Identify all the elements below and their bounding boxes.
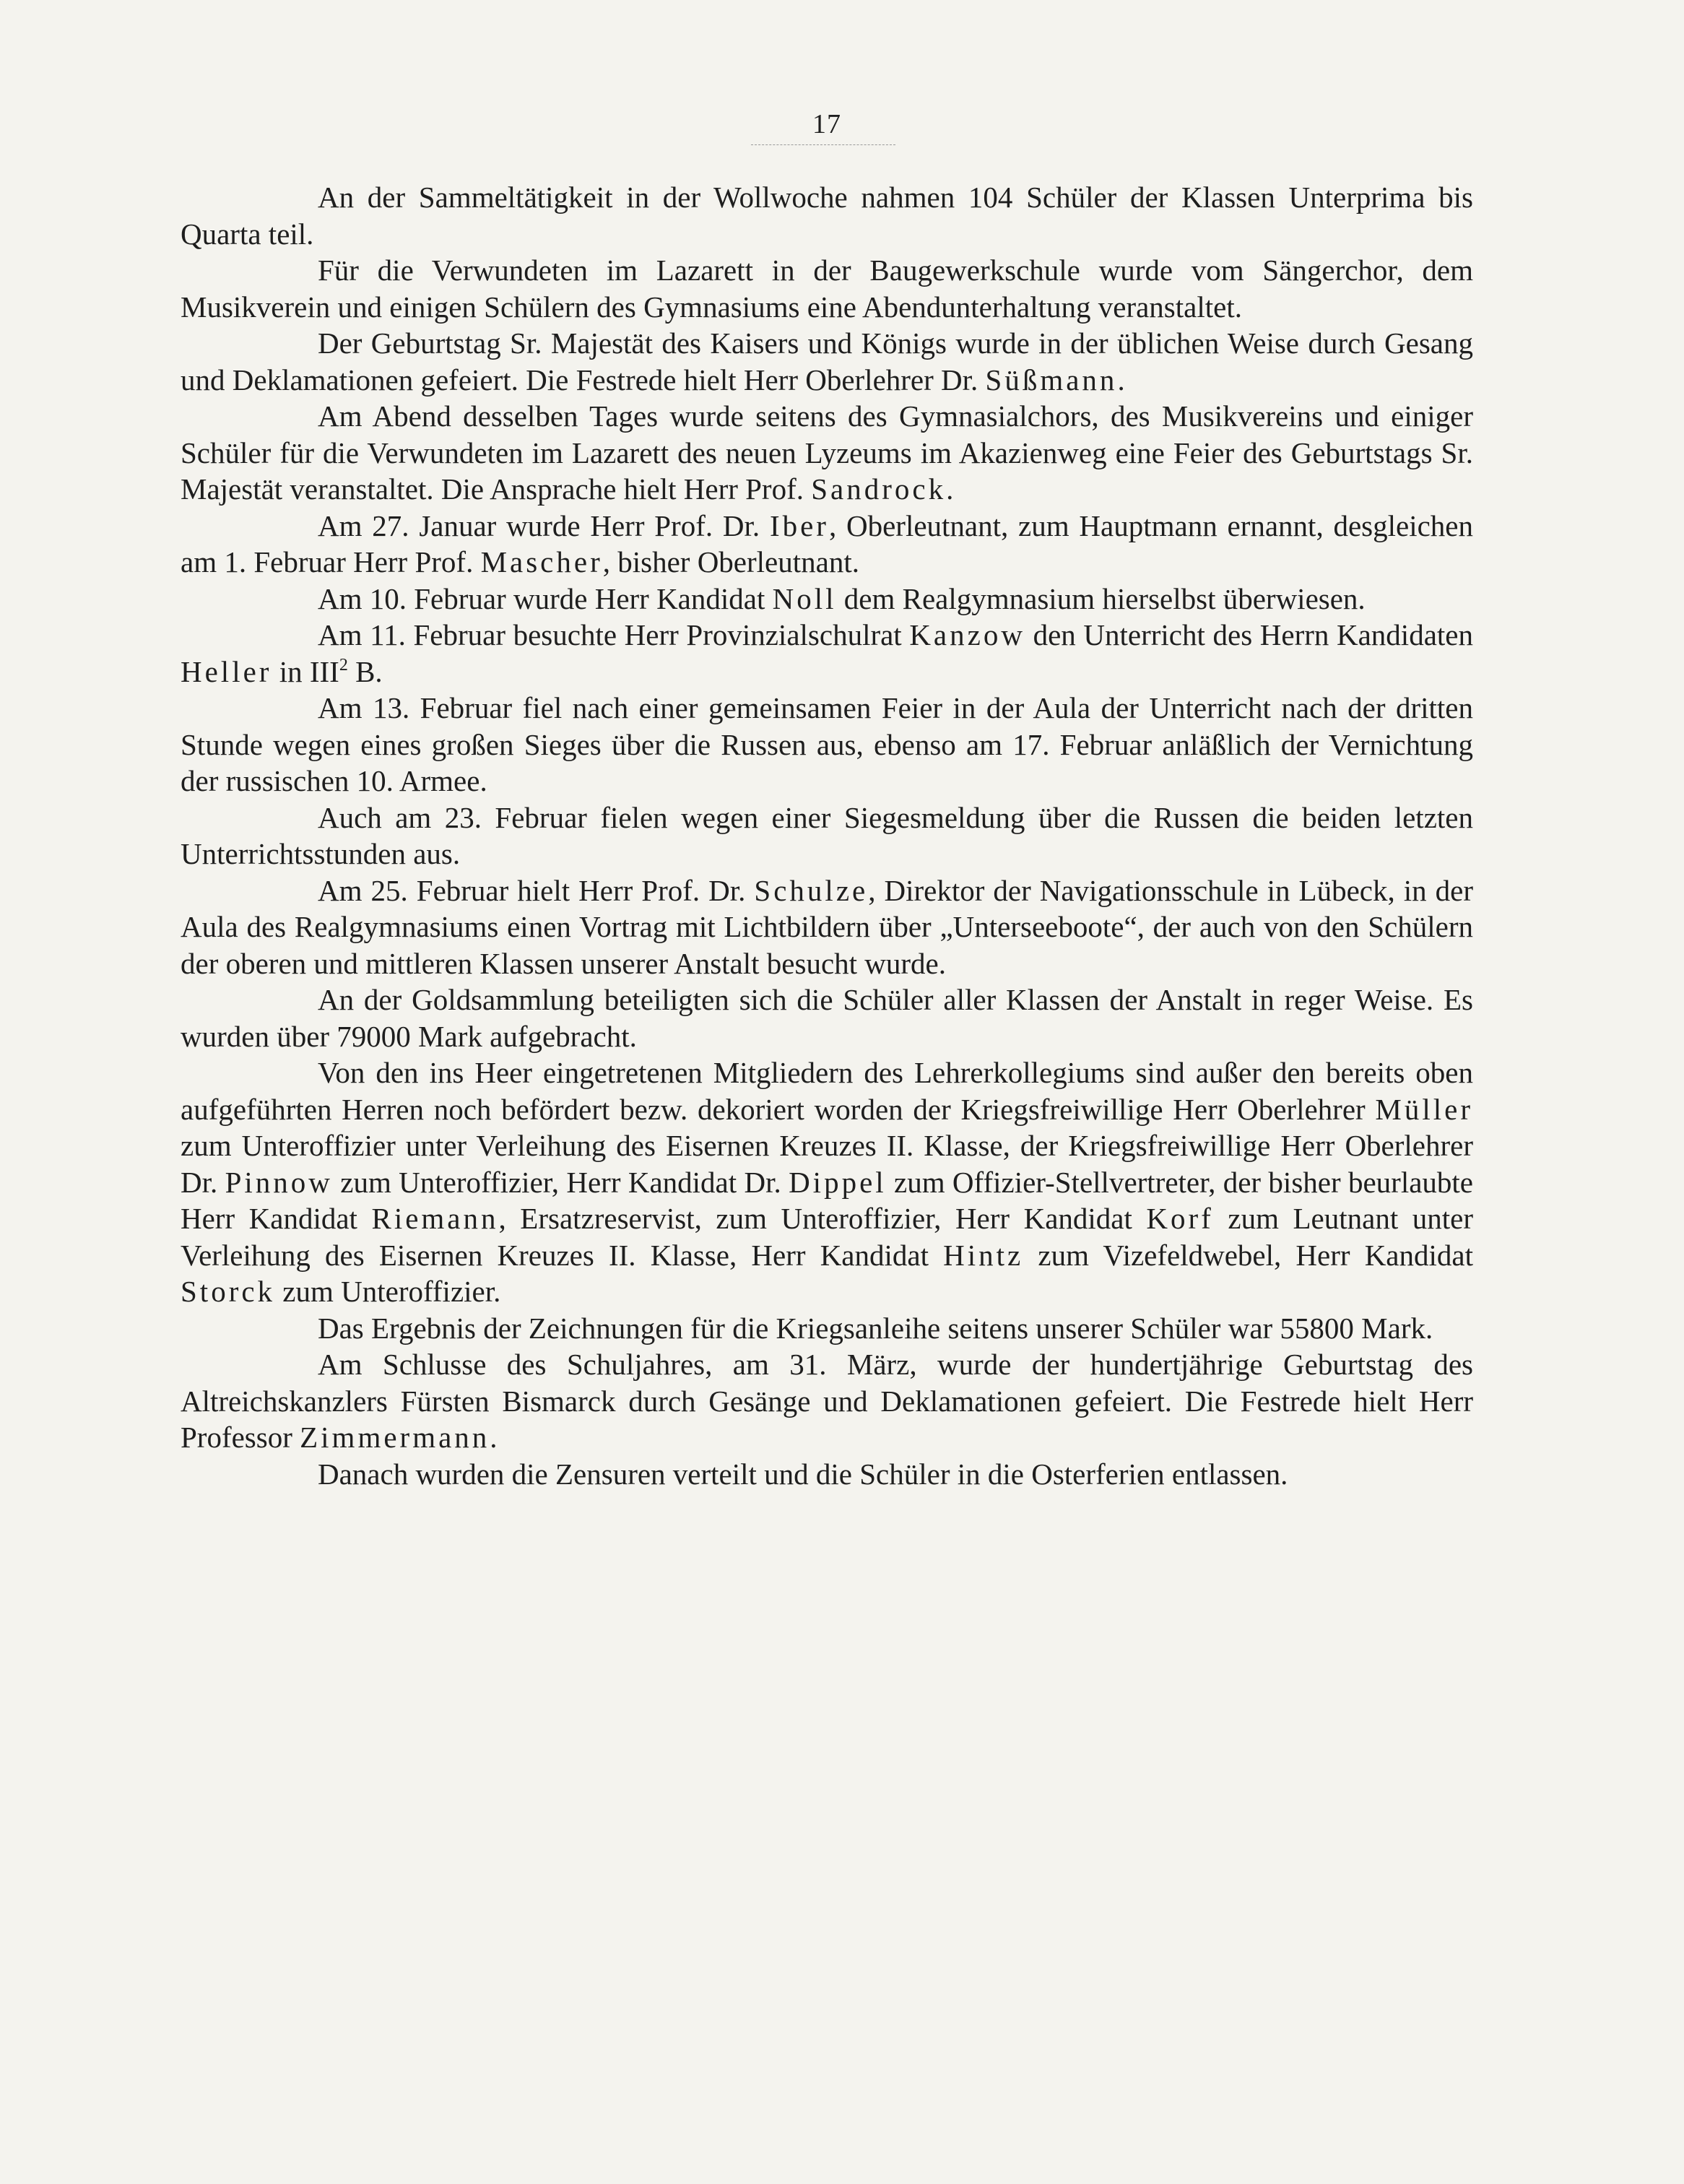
superscript: 2: [339, 655, 348, 675]
paragraph: [181, 872, 1473, 982]
spaced-name: Hintz: [943, 1238, 1024, 1272]
text-run: , Ersatzreservist, zum Unteroffizier, Herr Kandidat: [498, 1202, 1147, 1235]
spaced-name: Müller: [1375, 1092, 1473, 1126]
paragraph: [181, 398, 1473, 508]
text-run: zum Vizefeldwebel, Herr Kandidat: [1023, 1238, 1473, 1272]
spaced-name: Dippel: [789, 1165, 887, 1199]
spaced-name: Sandrock: [811, 472, 947, 506]
text-run: Der Geburtstag Sr. Majestät des Kaisers und Königs wurde in der üblichen Weise durch Gesang und Deklamationen gefeiert. Die Festrede hielt Herr Oberlehrer Dr.: [181, 326, 1473, 396]
paragraph: [181, 800, 1473, 872]
text-run: Am 27. Januar wurde Herr Prof. Dr.: [318, 508, 770, 542]
text-run: .: [490, 1421, 498, 1454]
paragraph: [181, 1054, 1473, 1310]
text-run: dem Realgymnasium hierselbst überwiesen.: [836, 581, 1366, 615]
text-run: zum Unteroffizier.: [275, 1275, 501, 1308]
spaced-name: Mascher: [480, 545, 603, 578]
page-number: 17: [812, 109, 841, 139]
spaced-name: Kanzow: [909, 618, 1025, 651]
text-run: zum Offizier-Stellvertreter, der bisher beurlaubte Herr Kandidat: [181, 1165, 1473, 1235]
text-run: Danach wurden die Zensuren verteilt und die Schüler in die Osterferien entlassen.: [318, 1457, 1288, 1491]
spaced-name: Heller: [181, 654, 272, 688]
paragraph: [181, 508, 1473, 581]
text-run: , bisher Oberleutnant.: [602, 545, 859, 578]
spaced-name: Süßmann: [985, 363, 1118, 396]
spaced-name: Zimmermann: [300, 1421, 490, 1454]
paragraph: [181, 252, 1473, 325]
text-run: , Oberleutnant, zum Hauptmann ernannt, desgleichen am 1. Februar Herr Prof.: [181, 508, 1474, 578]
text-run: Am 10. Februar wurde Herr Kandidat: [318, 581, 773, 615]
text-run: Am Schlusse des Schuljahres, am 31. März, wurde der hundertjährige Geburtstag des Altreichskanzlers Fürsten Bismarck durch Gesänge und Deklamationen gefeiert. Die Festrede hielt Herr Professor: [181, 1348, 1473, 1454]
paragraph: [181, 690, 1473, 800]
paragraph: [181, 617, 1473, 690]
paragraph: [181, 1456, 1473, 1493]
spaced-name: Iber: [769, 508, 829, 542]
text-run: Von den ins Heer eingetretenen Mitgliedern des Lehrerkollegiums sind außer den bereits oben aufgeführten Herren noch befördert bezw. dekoriert worden der Kriegsfreiwillige Herr Oberlehrer: [181, 1056, 1473, 1126]
paragraph: [181, 581, 1473, 618]
text-run: den Unterricht des Herrn Kandidaten: [1025, 618, 1473, 651]
text-run: Am 11. Februar besuchte Herr Provinzialschulrat: [318, 618, 910, 651]
spaced-name: Storck: [181, 1275, 276, 1308]
page-number-rule: [751, 144, 895, 145]
spaced-name: Noll: [772, 581, 837, 615]
text-run: Am 13. Februar fiel nach einer gemeinsamen Feier in der Aula der Unterricht nach der dritten Stunde wegen eines großen Sieges über die Russen aus, ebenso am 17. Februar anläßlich der Vernichtung der russischen 10. Armee.: [181, 691, 1473, 797]
text-run: An der Goldsammlung beteiligten sich die Schüler aller Klassen der Anstalt in reger Weise. Es wurden über 79000 Mark aufgebracht.: [181, 983, 1473, 1053]
text-run: in III: [272, 654, 339, 688]
spaced-name: Pinnow: [225, 1165, 333, 1199]
spaced-name: Riemann: [371, 1202, 499, 1235]
paragraph: [181, 982, 1473, 1054]
body-text: [181, 179, 1473, 1492]
text-run: An der Sammeltätigkeit in der Wollwoche nahmen 104 Schüler der Klassen Unterprima bis Quarta teil.: [181, 181, 1473, 251]
text-run: .: [1117, 363, 1125, 396]
spaced-name: Korf: [1146, 1202, 1214, 1235]
paragraph: [181, 179, 1473, 252]
paragraph: [181, 325, 1473, 398]
text-run: Das Ergebnis der Zeichnungen für die Kriegsanleihe seitens unserer Schüler war 55800 Mark.: [318, 1311, 1433, 1345]
spaced-name: Schulze: [754, 873, 869, 907]
text-run: Am Abend desselben Tages wurde seitens des Gymnasialchors, des Musikvereins und einiger Schüler für die Verwundeten im Lazarett des neuen Lyzeums im Akazienweg eine Feier des Geburtstags Sr. Majestät veranstaltet. Die Ansprache hielt Herr Prof.: [181, 399, 1473, 506]
text-run: , Direktor der Navigationsschule in Lübeck, in der Aula des Realgymnasiums einen Vortrag mit Lichtbildern über „Unterseeboote“, der auch von den Schülern der oberen und mittleren Klassen unserer Anstalt besucht wurde.: [181, 873, 1473, 980]
paragraph: [181, 1310, 1473, 1347]
text-run: .: [946, 472, 954, 506]
text-run: Für die Verwundeten im Lazarett in der Baugewerkschule wurde vom Sängerchor, dem Musikverein und einigen Schülern des Gymnasiums eine Abendunterhaltung veranstaltet.: [181, 254, 1473, 324]
text-run: Am 25. Februar hielt Herr Prof. Dr.: [318, 873, 755, 907]
text-run: zum Unteroffizier, Herr Kandidat Dr.: [332, 1165, 789, 1199]
paragraph: [181, 1346, 1473, 1456]
text-run: zum Unteroffizier unter Verleihung des Eisernen Kreuzes II. Klasse, der Kriegsfreiwillige Herr Oberlehrer Dr.: [181, 1129, 1473, 1199]
text-run: Auch am 23. Februar fielen wegen einer Siegesmeldung über die Russen die beiden letzten Unterrichtsstunden aus.: [181, 800, 1473, 870]
text-run: zum Leutnant unter Verleihung des Eisernen Kreuzes II. Klasse, Herr Kandidat: [181, 1202, 1474, 1272]
text-run: B.: [347, 654, 383, 688]
